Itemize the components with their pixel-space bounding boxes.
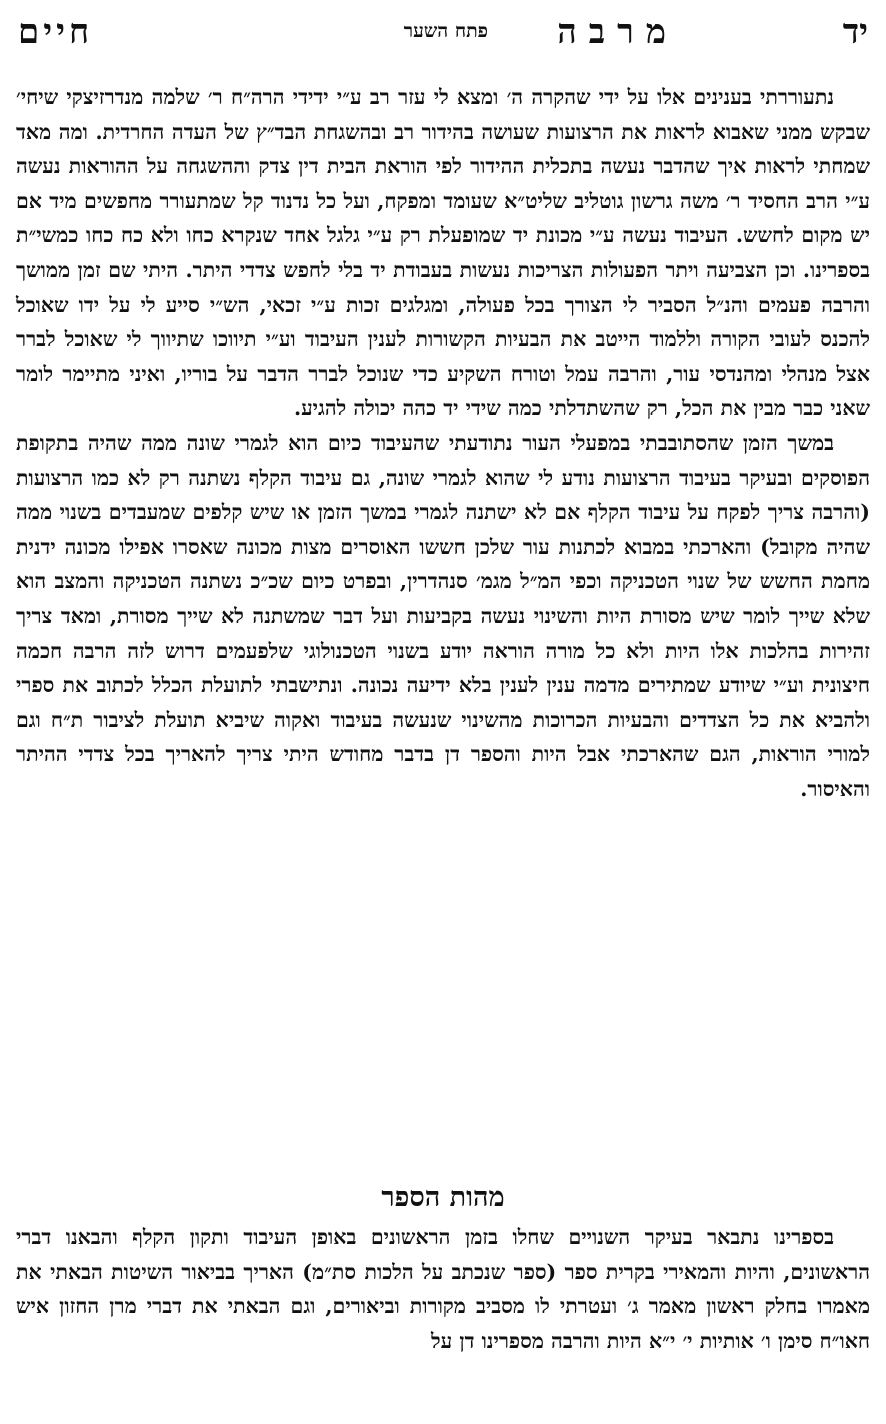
section-name: פתח השער <box>403 20 488 42</box>
author-name: חיים <box>18 12 94 52</box>
section-text <box>16 1220 870 1358</box>
intro-text <box>16 80 870 806</box>
section-heading: מהות הספר <box>381 1182 505 1213</box>
book-title: מרבה <box>557 12 678 52</box>
intro-paragraph-1: נתעוררתי בענינים אלו על ידי שהקרה ה׳ ומצא לי עזר רב ע״י ידידי הרה״ח ר׳ שלמה מנדרזיצקי שיחי׳ שבקש ממני שאבוא לראות את הרצועות שעושה בהידור רב ובהשגחת הבד״ץ של העדה החרדית. ומה מאד שמחתי לראות איך שהדבר נעשה בתכלית ההידור לפי הוראת הבית דין צדק וההשגחה על ההוראות נעשה ע״י הרב החסיד ר׳ משה גרשון גוטליב שליט״א שעומד ומפקח, ועל כל נדנוד קל שמתעורר מחפשים מיד אם יש מקום לחשש. העיבוד נעשה ע״י מכונת יד שמופעלת רק ע״י גלגל אחד שנקרא כחו ולא כח כחו כמשי״ת בספרינו. וכן הצביעה ויתר הפעולות הצריכות נעשות בעבודת יד בלי לחפש צדדי היתר. היתי שם זמן ממושך והרבה פעמים והנ״ל הסביר לי הצורך בכל פעולה, ומגלגים זכות ע״י זכאי, הש״י סייע לי על ידו שאוכל להכנס לעובי הקורה וללמוד הייטב את הבעיות הקשורות לענין העיבוד וע״י תיווכו שתיווך לי שאוכל לברר אצל מנהלי ומהנדסי עור, והרבה עמל וטורח השקיע כדי שנוכל לברר הדבר על בוריו, ואיני מתיימר לומר שאני כבר מבין את הכל, רק שהשתדלתי כמה שידי יד כהה יכולה להגיע. <box>16 85 870 421</box>
running-header <box>18 8 868 56</box>
section-paragraph-1: בספרינו נתבאר בעיקר השנויים שחלו בזמן הראשונים באופן העיבוד ותקון הקלף והבאנו דברי הראשונים, והיות והמאירי בקרית ספר (ספר שנכתב על הלכות סת״מ) האריך בביאור השיטות הבאתי את מאמרו בחלק ראשון מאמר ג׳ ועטרתי לו מסביב מקורות וביאורים, וגם הבאתי את דברי מרן החזון איש חאו״ח סימן ו׳ אותיות י׳ י״א היות והרבה מספרינו דן על <box>16 1225 870 1353</box>
page-number: יד <box>842 12 868 52</box>
intro-paragraph-2: במשך הזמן שהסתובבתי במפעלי העור נתודעתי שהעיבוד כיום הוא לגמרי שונה ממה שהיה בתקופת הפוסקים ובעיקר בעיבוד הרצועות נודע לי שהוא לגמרי שונה, גם עיבוד הקלף נשתנה רק לא כמו הרצועות (והרבה צריך לפקח על עיבוד הקלף אם לא ישתנה לגמרי במשך הזמן או שיש קלפים שמעבדים בשנוי ממה שהיה מקובל) והארכתי במבוא לכתנות עור שלכן חששו האוסרים מצות מכונה שאסרו אפילו מכונה ידנית מחמת החשש של שנוי הטכניקה וכפי המ״ל מגמ׳ סנהדרין, ובפרט כיום שכ״כ נשתנה הטכניקה והמצב הוא שלא שייך לומר שיש מסורת היות והשינוי נעשה בקביעות ועל דבר שמשתנה לא שייך מסורת, ומאד צריך זהירות בהלכות אלו היות ולא כל מורה הוראה יודע בשנוי הטכנולוגי שלפעמים דרוש לזה הרבה חכמה חיצונית וע״י שיודע שמתירים מדמה ענין לענין בלא ידיעה נכונה. ונתישבתי לתועלת הכלל לכתוב את ספרי ולהביא את כל הצדדים והבעיות הכרוכות מהשינוי שנעשה בעיבוד ואקוה שיביא תועלת לציבור ת״ח וגם למורי הוראות, הגם שהארכתי אבל היות והספר דן בדבר מחודש היתי צריך להאריך בכל צדדי ההיתר והאיסור. <box>16 430 870 801</box>
